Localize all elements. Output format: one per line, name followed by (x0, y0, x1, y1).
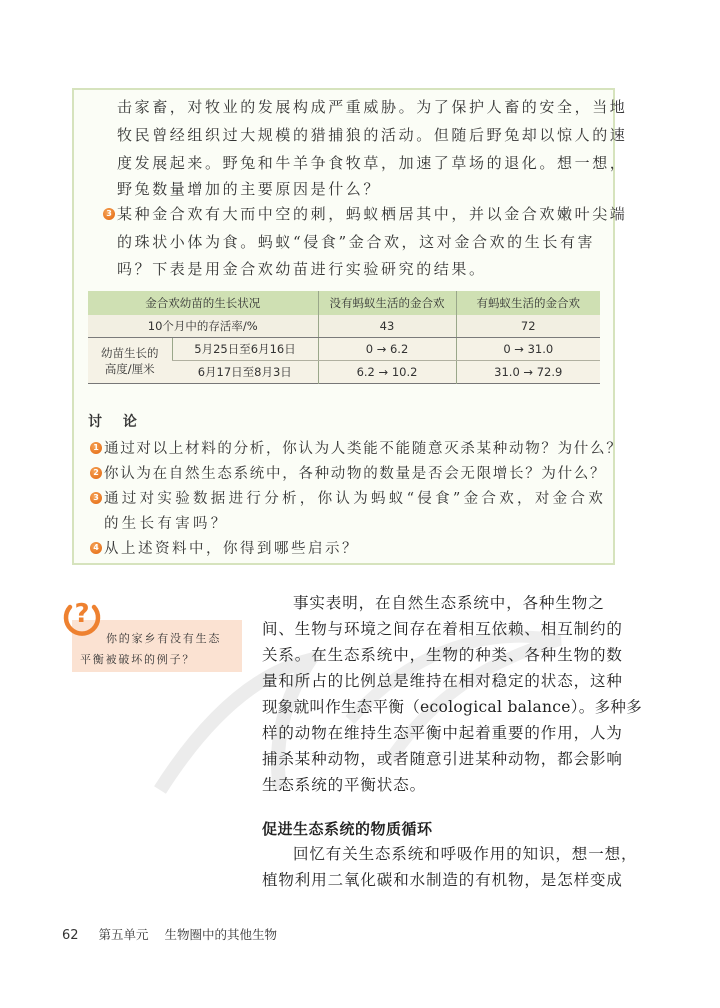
think-box-line: 你的家乡有没有生态 (106, 632, 222, 645)
item-3-line: 吗？下表是用金合欢幼苗进行实验研究的结果。 (117, 260, 487, 278)
table-cell: 31.0 → 72.9 (456, 361, 600, 384)
think-box-line: 平衡被破坏的例子？ (80, 653, 196, 666)
table-cell-group-label (88, 338, 172, 384)
table-header-row (88, 291, 600, 315)
body-text-line: 间、生物与环境之间存在着相互依赖、相互制约的 (262, 620, 623, 638)
unit-label: 第五单元 (98, 927, 149, 942)
number-badge-icon: 3 (90, 492, 102, 504)
discussion-title: 讨 论 (88, 414, 145, 430)
discussion-item: 的生长有害吗？ (104, 516, 229, 532)
item-3-line: 某种金合欢有大而中空的刺，蚂蚁栖居其中，并以金合欢嫩叶尖端 (117, 205, 628, 223)
table-header: 有蚂蚁生活的金合欢 (456, 291, 600, 315)
discussion-item: 通过对实验数据进行分析，你认为蚂蚁“侵食”金合欢，对金合欢 (104, 491, 607, 507)
table-cell: 10个月中的存活率/% (88, 315, 318, 338)
paragraph-line: 野兔数量增加的主要原因是什么？ (117, 180, 382, 198)
number-badge-icon: 2 (90, 467, 102, 479)
body-text-line: 关系。在生态系统中，生物的种类、各种生物的数 (262, 646, 623, 664)
table-row (88, 315, 600, 338)
number-badge-icon: 3 (103, 208, 115, 220)
table-cell: 72 (456, 315, 600, 338)
body-text-line: 生态系统的平衡状态。 (262, 776, 427, 794)
chapter-label: 生物圈中的其他生物 (164, 927, 278, 942)
body-text-line: 捕杀某种动物，或者随意引进某种动物，都会影响 (262, 750, 623, 768)
table-cell: 6.2 → 10.2 (318, 361, 456, 384)
body-text-line: 量和所占的比例总是维持在相对稳定的状态，这种 (262, 672, 623, 690)
table-cell: 6月17日至8月3日 (172, 361, 318, 384)
body-text-line: 现象就叫作生态平衡（ecological balance）。多种多 (262, 698, 643, 716)
section-text-line: 植物利用二氧化碳和水制造的有机物，是怎样变成 (262, 871, 623, 889)
page-footer (62, 925, 277, 943)
svg-text:?: ? (74, 599, 90, 629)
table-cell: 0 → 31.0 (456, 338, 600, 361)
table-header: 金合欢幼苗的生长状况 (88, 291, 318, 315)
table-cell: 5月25日至6月16日 (172, 338, 318, 361)
number-badge-icon: 1 (90, 442, 102, 454)
group-label-line: 高度/厘米 (104, 361, 155, 376)
group-label-line: 幼苗生长的 (101, 345, 159, 360)
discussion-item: 通过对以上材料的分析，你认为人类能不能随意灭杀某种动物？为什么？ (104, 441, 623, 457)
table-cell: 43 (318, 315, 456, 338)
paragraph-line: 度发展起来。野兔和牛羊争食牧草，加速了草场的退化。想一想， (117, 154, 628, 172)
discussion-item: 你认为在自然生态系统中，各种动物的数量是否会无限增长？为什么？ (104, 466, 607, 482)
page-number: 62 (62, 928, 79, 943)
paragraph-line: 牧民曾经组织过大规模的猎捕狼的活动。但随后野兔却以惊人的速 (117, 126, 628, 144)
number-badge-icon: 4 (90, 542, 102, 554)
body-text-line: 样的动物在维持生态平衡中起着重要的作用，人为 (262, 724, 623, 742)
question-mark-icon (62, 593, 102, 637)
paragraph-line: 击家畜，对牧业的发展构成严重威胁。为了保护人畜的安全，当地 (117, 98, 628, 116)
section-heading: 促进生态系统的物质循环 (262, 820, 433, 838)
table-cell: 0 → 6.2 (318, 338, 456, 361)
table-header: 没有蚂蚁生活的金合欢 (318, 291, 456, 315)
item-3-line: 的珠状小体为食。蚂蚁“侵食”金合欢，这对金合欢的生长有害 (117, 233, 596, 251)
experiment-table (88, 291, 600, 384)
section-text-line: 回忆有关生态系统和呼吸作用的知识，想一想， (293, 845, 638, 863)
table-row (88, 338, 600, 361)
body-text-line: 事实表明，在自然生态系统中，各种生物之 (293, 594, 605, 612)
discussion-item: 从上述资料中，你得到哪些启示？ (104, 541, 359, 557)
